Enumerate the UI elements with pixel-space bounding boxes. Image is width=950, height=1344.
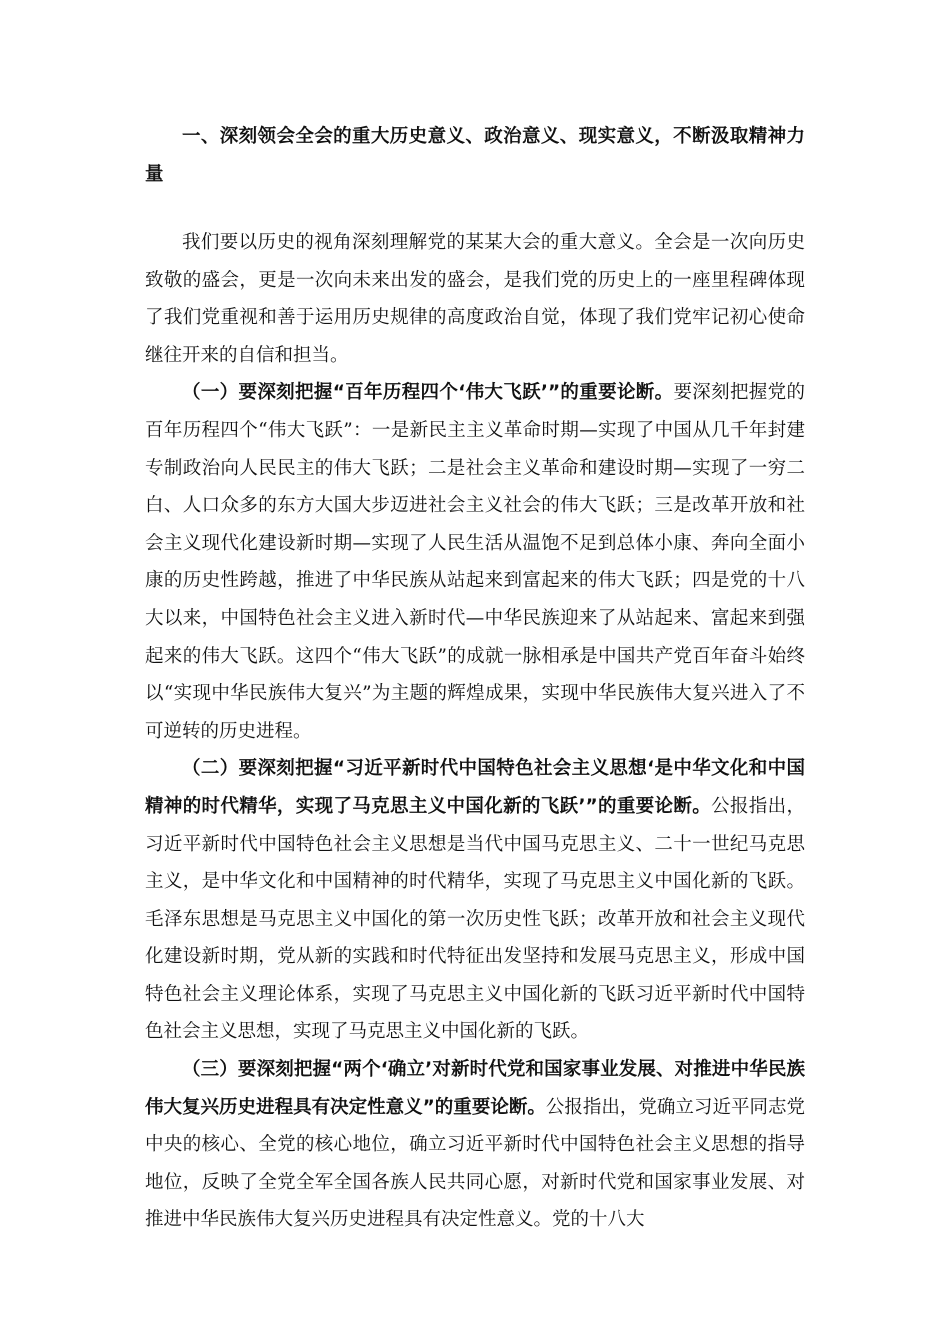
paragraph-point-1: [145, 374, 805, 750]
paragraph-intro: [145, 224, 805, 374]
paragraph-lead: （一）要深刻把握“百年历程四个‘伟大飞跃’”的重要论断。: [182, 382, 674, 404]
paragraph-lead: （二）要深刻把握“习近平新时代中国特色社会主义思想‘是中华文化和中国精神的时代精华，实现了马克思主义中国化新的飞跃’”的重要论断。: [145, 758, 805, 817]
paragraph-lead: （三）要深刻把握“两个‘确立’对新时代党和国家事业发展、对推进中华民族伟大复兴历史进程具有决定性意义”的重要论断。: [145, 1059, 805, 1118]
section-heading: 一、深刻领会全会的重大历史意义、政治意义、现实意义，不断汲取精神力量: [145, 126, 805, 185]
paragraph-text: 我们要以历史的视角深刻理解党的某某大会的重大意义。全会是一次向历史致敬的盛会，更是一次向未来出发的盛会，是我们党的历史上的一座里程碑体现了我们党重视和善于运用历史规律的高度政治自觉，体现了我们党牢记初心使命继往开来的自信和担当。: [145, 232, 805, 366]
paragraph-text: 公报指出，党确立习近平同志党中央的核心、全党的核心地位，确立习近平新时代中国特色社会主义思想的指导地位，反映了全党全军全国各族人民共同心愿，对新时代党和国家事业发展、对推进中华民族伟大复兴历史进程具有决定性意义。党的十八大: [145, 1096, 805, 1231]
document-page: [145, 118, 805, 1239]
paragraph-point-2: [145, 750, 805, 1051]
paragraph-point-3: [145, 1051, 805, 1239]
paragraph-text: 要深刻把握党的百年历程四个“伟大飞跃”：一是新民主主义革命时期—实现了中国从几千年封建专制政治向人民民主的伟大飞跃；二是社会主义革命和建设时期—实现了一穷二白、人口众多的东方大国大步迈进社会主义社会的伟大飞跃；三是改革开放和社会主义现代化建设新时期—实现了人民生活从温饱不足到总体小康、奔向全面小康的历史性跨越，推进了中华民族从站起来到富起来的伟大飞跃；四是党的十八大以来，中国特色社会主义进入新时代—中华民族迎来了从站起来、富起来到强起来的伟大飞跃。这四个“伟大飞跃”的成就一脉相承是中国共产党百年奋斗始终以“实现中华民族伟大复兴”为主题的辉煌成果，实现中华民族伟大复兴进入了不可逆转的历史进程。: [145, 382, 805, 742]
paragraph-text: 公报指出，习近平新时代中国特色社会主义思想是当代中国马克思主义、二十一世纪马克思主义，是中华文化和中国精神的时代精华，实现了马克思主义中国化新的飞跃。毛泽东思想是马克思主义中国化的第一次历史性飞跃；改革开放和社会主义现代化建设新时期，党从新的实践和时代特征出发坚持和发展马克思主义，形成中国特色社会主义理论体系，实现了马克思主义中国化新的飞跃习近平新时代中国特色社会主义思想，实现了马克思主义中国化新的飞跃。: [145, 795, 805, 1043]
